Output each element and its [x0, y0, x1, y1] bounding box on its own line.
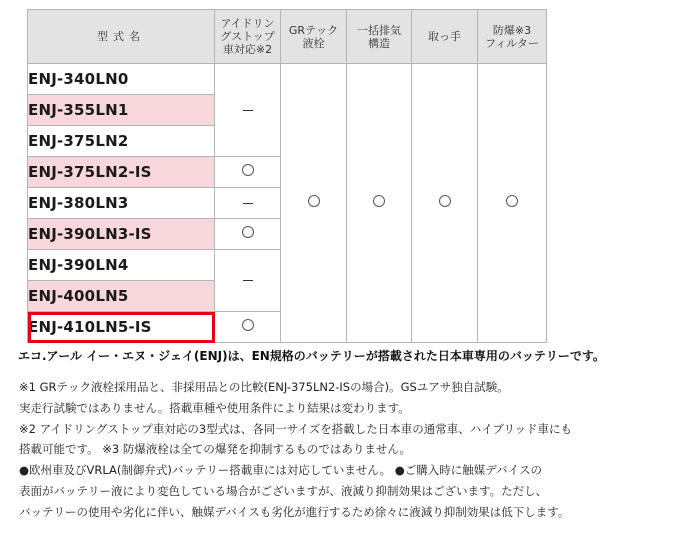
model-cell: ENJ-340LN0: [28, 64, 215, 95]
idle-stop-cell: [215, 157, 281, 188]
circle-mark: [242, 164, 254, 176]
model-cell: ENJ-380LN3: [28, 188, 215, 219]
circle-mark: [242, 226, 254, 238]
idle-stop-cell: [215, 219, 281, 250]
footnote-line: バッテリーの使用や劣化に伴い、触媒デバイスも劣化が進行するため徐々に液減り抑制効果は低下します。: [19, 504, 570, 519]
idle-stop-cell: [215, 64, 281, 157]
circle-mark: [242, 319, 254, 331]
header-handle: 取っ手: [412, 10, 478, 64]
idle-stop-cell: [215, 312, 281, 343]
table-header-row: [28, 10, 547, 64]
header-gr-tech: GRテック 液栓: [281, 10, 347, 64]
footnotes: [19, 377, 572, 523]
spec-table: [27, 9, 547, 343]
dash-mark: [243, 280, 253, 281]
circle-mark: [373, 195, 385, 207]
footnote-line: 表面がバッテリー液により変色している場合がございますが、液減り抑制効果はございます。ただし、: [19, 483, 548, 498]
header-vent: 一括排気 構造: [347, 10, 412, 64]
model-cell: ENJ-375LN2-IS: [28, 157, 215, 188]
footnote-line: 搭載可能です。 ※3 防爆液栓は全ての爆発を抑制するものではありません。: [19, 442, 412, 457]
idle-stop-cell: [215, 250, 281, 312]
model-cell: ENJ-390LN4: [28, 250, 215, 281]
model-cell: ENJ-400LN5: [28, 281, 215, 312]
explosion-filter-cell: [478, 64, 547, 343]
model-cell-highlighted: ENJ-410LN5-IS: [28, 312, 215, 343]
gr-tech-cell: [281, 64, 347, 343]
header-explosion: 防爆※3 フィルター: [478, 10, 547, 64]
footnote-line: ※2 アイドリングストップ車対応の3型式は、各同一サイズを搭載した日本車の通常車、ハイブリッド車にも: [19, 421, 573, 436]
model-cell: ENJ-355LN1: [28, 95, 215, 126]
vent-cell: [347, 64, 412, 343]
model-cell: ENJ-375LN2: [28, 126, 215, 157]
circle-mark: [506, 195, 518, 207]
intro-text: エコ.アール イー・エヌ・ジェイ(ENJ)は、EN規格のバッテリーが搭載された日本車専用のバッテリーです。: [18, 349, 605, 363]
idle-stop-cell: [215, 188, 281, 219]
dash-mark: [243, 203, 253, 204]
header-idle-stop: アイドリン グストップ 車対応※2: [215, 10, 281, 64]
footnote-line: ●欧州車及びVRLA(制御弁式)バッテリー搭載車には対応していません。 ●ご購入時に触媒デバイスの: [19, 463, 542, 478]
footnote-line: 実走行試験ではありません。搭載車種や使用条件により結果は変わります。: [19, 400, 410, 415]
handle-cell: [412, 64, 478, 343]
header-model: 型式名: [28, 10, 215, 64]
footnote-line: ※1 GRテック液栓採用品と、非採用品との比較(ENJ-375LN2-ISの場合)。GSユアサ独自試験。: [19, 380, 509, 394]
circle-mark: [308, 195, 320, 207]
dash-mark: [243, 110, 253, 111]
model-cell: ENJ-390LN3-IS: [28, 219, 215, 250]
circle-mark: [439, 195, 451, 207]
table-row: [28, 64, 547, 95]
